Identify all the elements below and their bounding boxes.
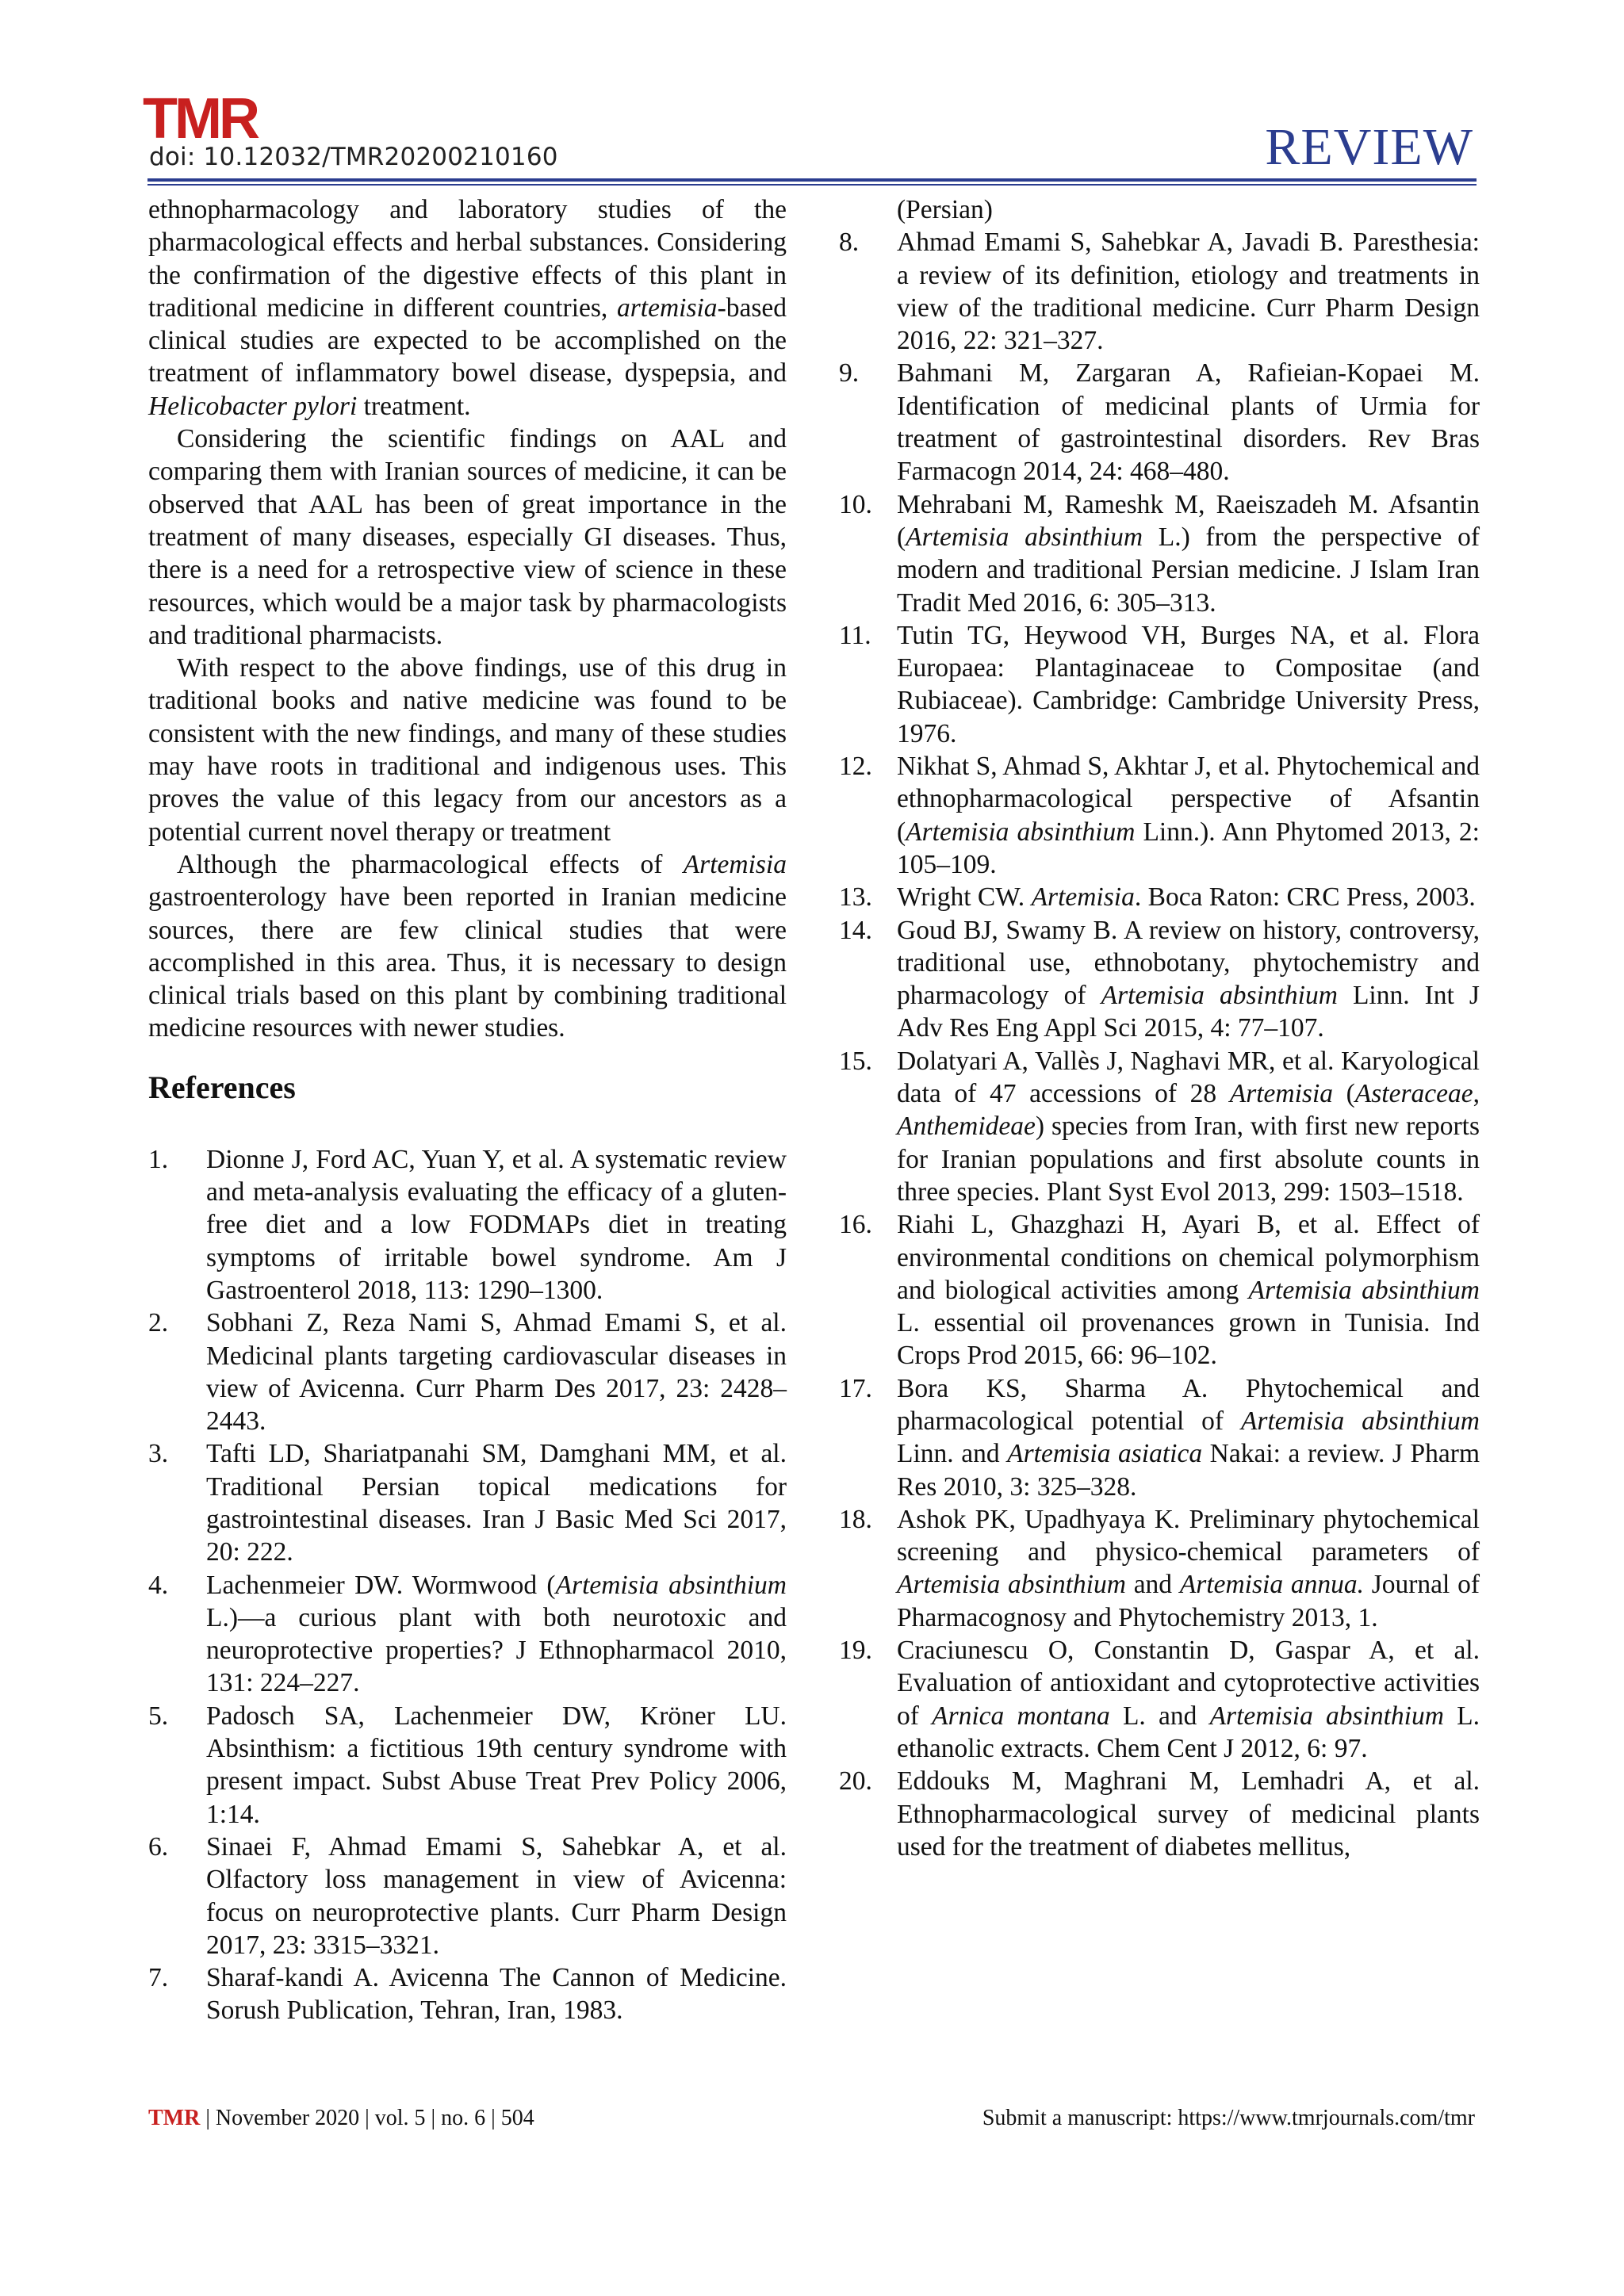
- reference-text: Tafti LD, Shariatpanahi SM, Damghani MM, et al. Traditional Persian topical medications for gastrointestinal diseases. Iran J Basic Med Sci 2017, 20: 222.: [206, 1439, 787, 1567]
- reference-text: Ashok PK, Upadhyaya K. Preliminary phytochemical screening and physico-chemical parameters of Artemisia absinthium and Artemisia annua. Journal of Pharmacognosy and Phytochemistry 2013, 1.: [897, 1504, 1480, 1632]
- footer-issue: | November 2020 | vol. 5 | no. 6 | 504: [200, 2106, 534, 2130]
- doi-label: doi: 10.12032/TMR20200210160: [149, 143, 558, 171]
- body-paragraph: Considering the scientific findings on AAL and comparing them with Iranian sources of medicine, it can be observed that AAL has been of great importance in the treatment of many diseases, especially GI diseases. Thus, there is a need for a retrospective view of science in these resources, which would be a major task by pharmacologists and traditional pharmacists.: [148, 424, 787, 650]
- left-column: [148, 193, 787, 2027]
- header-rule: [147, 178, 1477, 182]
- footer-brand: TMR: [148, 2106, 201, 2130]
- header-rule-thin: [147, 184, 1477, 186]
- right-column: [839, 193, 1480, 1863]
- reference-number: 11.: [839, 620, 871, 650]
- reference-list: [839, 226, 1480, 1863]
- reference-number: 4.: [148, 1570, 169, 1600]
- reference-item: [148, 1700, 787, 1831]
- reference-number: 9.: [839, 358, 860, 388]
- reference-text: Sobhani Z, Reza Nami S, Ahmad Emami S, et al. Medicinal plants targeting cardiovascular diseases in view of Avicenna. Curr Pharm Des 2017, 23: 2428–2443.: [206, 1308, 787, 1437]
- body-paragraph: Although the pharmacological effects of Artemisia gastroenterology have been reported in Iranian medicine sources, there are few clinical studies that were accomplished in this area. Thus, it is necessary to design clinical trials based on this plant by combining traditional medicine resources with newer studies.: [148, 849, 787, 1043]
- reference-item: [148, 1831, 787, 1961]
- body-paragraph: With respect to the above findings, use of this drug in traditional books and native medicine was found to be consistent with the new findings, and many of these studies may have roots in traditional and indigenous uses. This proves the value of this legacy from our ancestors as a potential current novel therapy or treatment: [148, 653, 787, 847]
- tmr-logo: [143, 94, 305, 143]
- reference-text: Wright CW. Artemisia. Boca Raton: CRC Press, 2003.: [897, 882, 1476, 913]
- reference-item: [148, 1961, 787, 2027]
- reference-item: [148, 1569, 787, 1700]
- reference-number: 3.: [148, 1439, 169, 1469]
- reference-number: 5.: [148, 1701, 169, 1731]
- reference-item: [839, 1372, 1480, 1503]
- reference-item: [839, 357, 1480, 488]
- reference-item: [839, 1503, 1480, 1634]
- reference-item: [839, 619, 1480, 750]
- reference-number: 10.: [839, 489, 872, 519]
- reference-text: Lachenmeier DW. Wormwood (Artemisia absinthium L.)—a curious plant with both neurotoxic and neuroprotective properties? J Ethnopharmacol 2010, 131: 224–227.: [206, 1570, 787, 1698]
- reference-text: Bahmani M, Zargaran A, Rafieian-Kopaei M. Identification of medicinal plants of Urmia for treatment of gastrointestinal disorders. Rev Bras Farmacogn 2014, 24: 468–480.: [897, 358, 1480, 487]
- reference-text: Sinaei F, Ahmad Emami S, Sahebkar A, et al. Olfactory loss management in view of Avicenna: focus on neuroprotective plants. Curr Pharm Design 2017, 23: 3315–3321.: [206, 1831, 787, 1960]
- reference-continuation: (Persian): [897, 195, 993, 224]
- reference-text: Craciunescu O, Constantin D, Gaspar A, et al. Evaluation of antioxidant and cytoprotective activities of Arnica montana L. and Artemisia absinthium L. ethanolic extracts. Chem Cent J 2012, 6: 97.: [897, 1636, 1480, 1763]
- reference-number: 16.: [839, 1210, 872, 1240]
- reference-number: 13.: [839, 882, 872, 913]
- references-heading: References: [148, 1069, 296, 1105]
- reference-item: [839, 881, 1480, 913]
- reference-text: Tutin TG, Heywood VH, Burges NA, et al. Flora Europaea: Plantaginaceae to Compositae (and Rubiaceae). Cambridge: Cambridge University Press, 1976.: [897, 620, 1480, 748]
- reference-number: 15.: [839, 1046, 872, 1076]
- reference-item: [839, 1208, 1480, 1372]
- reference-item: [148, 1437, 787, 1568]
- body-paragraph: ethnopharmacology and laboratory studies of the pharmacological effects and herbal substances. Considering the confirmation of the digestive effects of this plant in traditional medicine in different countries, artemisia-based clinical studies are expected to be accomplished on the treatment of inflammatory bowel disease, dyspepsia, and Helicobacter pylori treatment.: [148, 195, 787, 421]
- reference-text: Nikhat S, Ahmad S, Akhtar J, et al. Phytochemical and ethnopharmacological perspective of Afsantin (Artemisia absinthium Linn.). Ann Phytomed 2013, 2: 105–109.: [897, 752, 1480, 879]
- footer-issue-info: [148, 2106, 534, 2131]
- footer-submit-link[interactable]: Submit a manuscript: https://www.tmrjournals.com/tmr: [982, 2106, 1475, 2130]
- reference-text: Sharaf-kandi A. Avicenna The Cannon of Medicine. Sorush Publication, Tehran, Iran, 1983.: [206, 1963, 787, 2026]
- reference-item: [148, 1143, 787, 1307]
- svg-text:TMR: TMR: [143, 94, 257, 143]
- reference-number: 12.: [839, 752, 872, 782]
- reference-text: Dionne J, Ford AC, Yuan Y, et al. A systematic review and meta-analysis evaluating the efficacy of a gluten-free diet and a low FODMAPs diet in treating symptoms of irritable bowel syndrome. Am J Gastroenterol 2018, 113: 1290–1300.: [206, 1144, 787, 1305]
- reference-text: Ahmad Emami S, Sahebkar A, Javadi B. Paresthesia: a review of its definition, etiology and treatments in view of the traditional medicine. Curr Pharm Design 2016, 22: 321–327.: [897, 228, 1480, 356]
- reference-text: Bora KS, Sharma A. Phytochemical and pharmacological potential of Artemisia absinthium Linn. and Artemisia asiatica Nakai: a review. J Pharm Res 2010, 3: 325–328.: [897, 1373, 1480, 1502]
- reference-item: [148, 1307, 787, 1437]
- reference-text: Dolatyari A, Vallès J, Naghavi MR, et al. Karyological data of 47 accessions of 28 Artemisia (Asteraceae, Anthemideae) species from Iran, with first new reports for Iranian populations and first absolute counts in three species. Plant Syst Evol 2013, 299: 1503–1518.: [897, 1046, 1480, 1207]
- reference-list: [148, 1143, 787, 2027]
- reference-item: [839, 1765, 1480, 1863]
- reference-item: [839, 488, 1480, 619]
- reference-number: 2.: [148, 1308, 169, 1338]
- reference-text: Riahi L, Ghazghazi H, Ayari B, et al. Effect of environmental conditions on chemical polymorphism and biological activities among Artemisia absinthium L. essential oil provenances grown in Tunisia. Ind Crops Prod 2015, 66: 96–102.: [897, 1210, 1480, 1371]
- reference-number: 7.: [148, 1963, 169, 1993]
- reference-text: Mehrabani M, Rameshk M, Raeiszadeh M. Afsantin (Artemisia absinthium L.) from the perspective of modern and traditional Persian medicine. J Islam Iran Tradit Med 2016, 6: 305–313.: [897, 489, 1480, 618]
- reference-number: 8.: [839, 228, 860, 258]
- reference-item: [839, 750, 1480, 881]
- reference-item: [839, 1045, 1480, 1208]
- section-label: REVIEW: [1265, 118, 1473, 176]
- reference-text: Eddouks M, Maghrani M, Lemhadri A, et al. Ethnopharmacological survey of medicinal plants used for the treatment of diabetes mellitus,: [897, 1766, 1480, 1862]
- reference-number: 14.: [839, 915, 872, 945]
- reference-number: 18.: [839, 1504, 872, 1534]
- reference-number: 17.: [839, 1373, 872, 1403]
- reference-text: Goud BJ, Swamy B. A review on history, controversy, traditional use, ethnobotany, phytochemistry and pharmacology of Artemisia absinthium Linn. Int J Adv Res Eng Appl Sci 2015, 4: 77–107.: [897, 915, 1480, 1043]
- reference-item: [839, 226, 1480, 357]
- reference-number: 1.: [148, 1144, 169, 1174]
- reference-number: 6.: [148, 1831, 169, 1862]
- reference-text: Padosch SA, Lachenmeier DW, Kröner LU. Absinthism: a fictitious 19th century syndrome with present impact. Subst Abuse Treat Prev Policy 2006, 1:14.: [206, 1701, 787, 1829]
- reference-item: [839, 1634, 1480, 1765]
- reference-item: [839, 914, 1480, 1045]
- reference-number: 19.: [839, 1636, 872, 1666]
- reference-number: 20.: [839, 1766, 872, 1797]
